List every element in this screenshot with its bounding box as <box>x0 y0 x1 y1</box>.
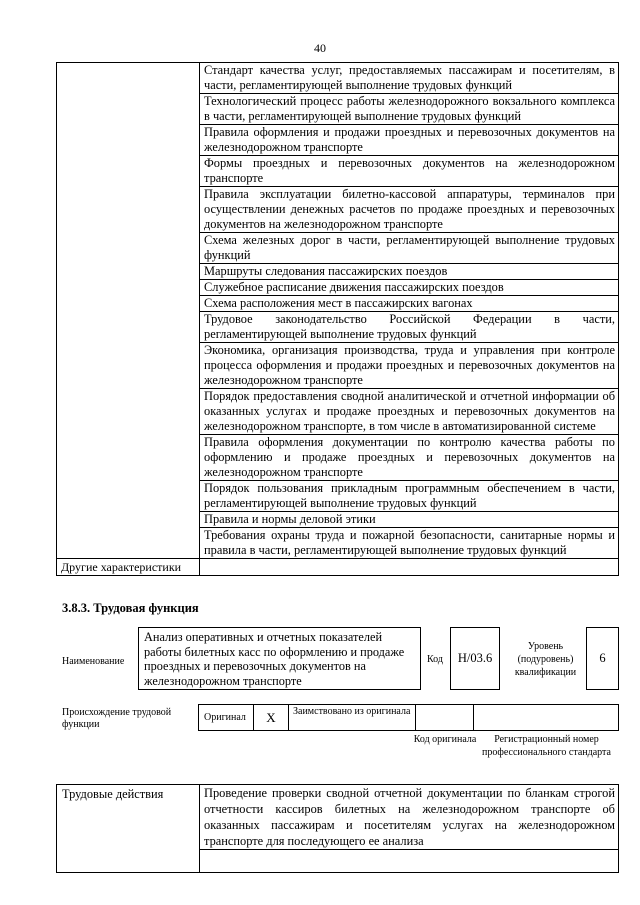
level-label: Уровень (подуровень) квалификации <box>514 641 577 678</box>
code-original-box <box>416 704 474 731</box>
page-number: 40 <box>314 41 326 55</box>
knowledge-item: Стандарт качества услуг, предоставляемых пассажирам и посетителям, в части, регламентирующей выполнение трудовых функций <box>200 63 619 94</box>
knowledge-item: Правила оформления и продажи проездных и перевозочных документов на железнодорожном транспорте <box>200 125 619 156</box>
section-title: 3.8.3. Трудовая функция <box>62 601 199 615</box>
knowledge-item: Схема расположения мест в пассажирских вагонах <box>200 296 619 312</box>
knowledge-item: Правила и нормы деловой этики <box>200 512 619 528</box>
knowledge-item: Технологический процесс работы железнодорожного вокзального комплекса в части, регламентирующей выполнение трудовых функций <box>200 94 619 125</box>
table-row <box>57 559 619 576</box>
knowledge-item: Порядок предоставления сводной аналитической и отчетной информации об оказанных услугах и продаже проездных и перевозочных документов на железнодорожном транспорте, в том числе в автоматизированной системе <box>200 389 619 435</box>
knowledge-item: Порядок пользования прикладным программным обеспечением в части, регламентирующей выполнение трудовых функций <box>200 481 619 512</box>
knowledge-item: Служебное расписание движения пассажирских поездов <box>200 280 619 296</box>
knowledge-item: Правила эксплуатации билетно-кассовой аппаратуры, терминалов при осуществлении денежных расчетов по продаже проездных и перевозочных документов на железнодорожном транспорте <box>200 187 619 233</box>
knowledge-item: Трудовое законодательство Российской Федерации в части, регламентирующей выполнение трудовых функций <box>200 312 619 343</box>
actions-table <box>56 784 619 873</box>
reg-number-caption: Регистрационный номер профессионального стандарта <box>482 734 611 758</box>
knowledge-item: Правила оформления документации по контролю качества работы по оформлению и продаже проездных и перевозочных документов на железнодорожном транспорте <box>200 435 619 481</box>
table-row <box>57 785 619 850</box>
code-original-caption: Код оригинала <box>413 734 477 745</box>
original-label: Оригинал <box>198 704 253 731</box>
knowledge-table <box>56 62 619 576</box>
knowledge-item: Экономика, организация производства, труда и управления при контроле процесса оформления и продажи проездных и перевозочных документов на железнодорожном транспорте <box>200 343 619 389</box>
knowledge-item: Схема железных дорог в части, регламентирующей выполнение трудовых функций <box>200 233 619 264</box>
reg-number-box <box>474 704 619 731</box>
function-code-box: Н/03.6 <box>450 627 500 690</box>
function-name-box: Анализ оперативных и отчетных показателей работы билетных касс по оформлению и продаже проездных и перевозочных документов на железнодорожном транспорте <box>138 627 421 690</box>
original-mark: X <box>253 704 289 731</box>
action-item: Проведение проверки сводной отчетной документации по бланкам строгой отчетности кассиров билетных на железнодорожном транспорте об оказанных пассажирам и посетителям услугах на железнодорожном транспорте для последующего ее анализа <box>200 785 619 850</box>
knowledge-label-cell <box>57 63 200 559</box>
level-value-box: 6 <box>586 627 619 690</box>
borrowed-label: Заимствовано из оригинала <box>289 704 416 731</box>
actions-label: Трудовые действия <box>57 785 200 873</box>
knowledge-item: Формы проездных и перевозочных документов на железнодорожном транспорте <box>200 156 619 187</box>
other-characteristics-label: Другие характеристики <box>57 559 200 576</box>
table-row <box>57 63 619 94</box>
knowledge-item: Маршруты следования пассажирских поездов <box>200 264 619 280</box>
knowledge-item: Требования охраны труда и пожарной безопасности, санитарные нормы и правила в части, регламентирующей выполнение трудовых функций <box>200 528 619 559</box>
code-label: Код <box>427 654 443 665</box>
other-characteristics-value <box>200 559 619 576</box>
name-label: Наименование <box>62 656 125 667</box>
origin-label: Происхождение трудовой функции <box>62 707 172 730</box>
action-item-empty <box>200 850 619 873</box>
